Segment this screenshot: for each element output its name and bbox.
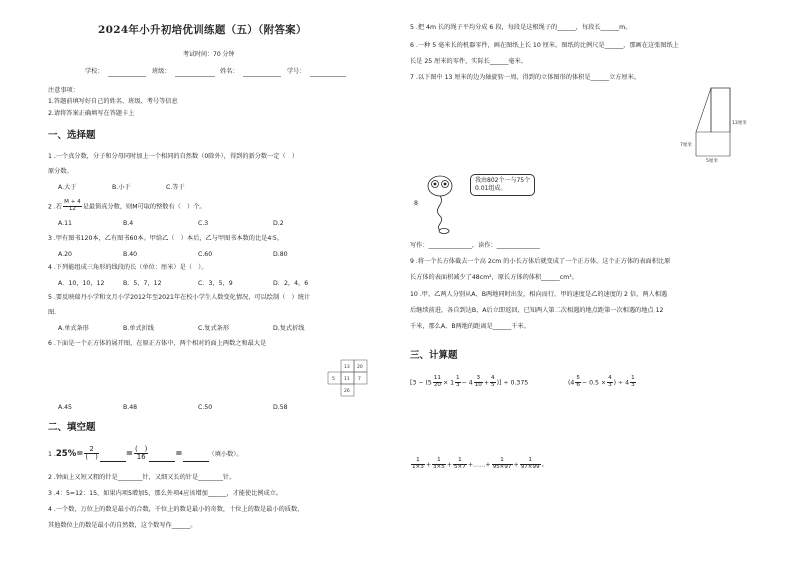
option[interactable]: C.等于: [166, 184, 185, 191]
option[interactable]: D.80: [273, 251, 288, 258]
fraction: [134, 446, 148, 462]
question-text: 4 .下列能组成三角形的线段的长（单位：厘米）是（ ）。: [48, 264, 208, 271]
bubble-line: 0.01组成。: [475, 185, 507, 193]
exam-time: 考试时间：70 分钟: [183, 51, 235, 58]
question-prefix: 1 .: [48, 450, 56, 458]
option[interactable]: A.45: [58, 404, 72, 411]
fraction-numerator: 4: [491, 375, 495, 381]
question-text: 3 .甲有图书120本，乙有图书60本。甲给乙（ ）本后，乙与甲图书本数的比是4∶5。: [48, 235, 284, 242]
fraction-numerator: 2: [84, 446, 98, 454]
school-label: 学校：: [85, 68, 104, 75]
option[interactable]: B.40: [123, 251, 138, 258]
question-text: 10 .甲、乙两人分别从A、B两地同时出发，相向而行，甲的速度是乙的速度的 2 倍，两人相遇: [410, 291, 668, 298]
question-text: 6 .下面是一个正方体的展开图，在原正方体中，两个相对的面上两数之和最大是: [48, 340, 267, 347]
class-label: 班级：: [152, 68, 171, 75]
rotation-figure: [678, 86, 748, 162]
dimension-label: 13厘米: [732, 121, 747, 126]
option[interactable]: D.复式折线: [273, 325, 305, 332]
calc-expression: [410, 458, 548, 471]
expr-part: +: [483, 379, 490, 387]
fraction-numerator: M + 4: [64, 199, 81, 205]
section-title-fill: 二、填空题: [48, 422, 96, 433]
question-suffix: （填小数）。: [208, 450, 243, 458]
option[interactable]: B.小于: [112, 184, 131, 191]
question-suffix: 是最简真分数，则M可取的整数有（ ）个。: [82, 203, 206, 211]
cube-net-figure: [328, 360, 380, 400]
expr-part: (4: [568, 379, 575, 387]
expr-part: [3 − (5: [410, 379, 432, 387]
expr-part: +: [446, 461, 452, 469]
blank[interactable]: [183, 455, 209, 462]
calc-expression: [568, 376, 637, 389]
question-prefix: 2 .若: [48, 203, 63, 211]
fraction-denominator: 95×97: [492, 463, 512, 470]
option[interactable]: C.50: [198, 404, 213, 411]
question-text: 2 .钟面上又短又粗的针是________针，又细又长的针是________针。: [48, 474, 236, 481]
question-text: 3 .4：5=12：15，如果内项5增加5，那么外项4应该增加______，才能使比例成立。: [48, 490, 283, 497]
dimension-label: 5厘米: [706, 159, 718, 164]
question-text: 后继续前进，各自到达B、A后立即返回，已知两人第二次相遇的地点距第一次相遇的地点 12: [410, 307, 664, 314]
fraction-denominator: 3: [608, 381, 612, 388]
question-text: 原分数。: [48, 168, 73, 175]
expr-part: +: [513, 461, 519, 469]
fraction: [433, 376, 442, 389]
question-text: 1 .一个真分数，分子和分母同时加上一个相同的自然数（0除外），得到的新分数一定（ ）: [48, 153, 299, 160]
fraction-denominator: 16: [136, 453, 146, 462]
school-field[interactable]: [108, 76, 146, 77]
fraction: [490, 376, 496, 389]
option[interactable]: C.60: [198, 251, 213, 258]
option[interactable]: B．5，7，12: [123, 280, 162, 287]
net-number: 5: [332, 377, 335, 382]
question-text: 9 .将一个长方体截去一个高 2cm 的小长方体后就变成了一个正方体，这个正方体的表面积比原: [410, 258, 671, 265]
fraction-numerator: 4: [608, 375, 612, 381]
fraction-denominator: 3×5: [433, 463, 445, 470]
option[interactable]: A.20: [58, 251, 72, 258]
name-label: 姓名：: [220, 68, 239, 75]
section-title-choice: 一、选择题: [48, 130, 96, 141]
dimension-label: 7厘米: [680, 143, 692, 148]
option[interactable]: B.单式折线: [123, 325, 154, 332]
expr-part: ) ÷ 4: [613, 379, 630, 387]
fraction-denominator: 97×99: [520, 463, 540, 470]
expr-part: − 4: [461, 379, 473, 387]
option[interactable]: B.4: [123, 220, 134, 227]
fraction-denominator: 3: [456, 381, 460, 388]
expr-part: +: [425, 461, 431, 469]
blank[interactable]: [100, 455, 126, 462]
fraction: [492, 458, 513, 471]
question-text: 千米，那么A、B两地的距离是______千米。: [410, 323, 530, 330]
notes-heading: 注意事项：: [48, 87, 79, 94]
bubble-line: 我由802个一与75个: [475, 177, 531, 184]
exam-title: 2024年小升初培优训练题（五）（附答案）: [98, 24, 307, 36]
fraction: [474, 376, 483, 389]
fraction-denominator: 10: [474, 381, 482, 388]
option[interactable]: A．10，10，12: [58, 280, 105, 287]
fraction-numerator: 5: [576, 375, 580, 381]
net-number: 26: [344, 389, 350, 394]
expr-part: +……+: [467, 461, 491, 469]
option[interactable]: A.大于: [58, 184, 77, 191]
number-label: 学号：: [287, 68, 306, 75]
question-text: 图.: [48, 309, 57, 316]
option[interactable]: D.58: [273, 404, 288, 411]
fraction: [411, 458, 425, 471]
question-text: [48, 446, 243, 462]
expr-part: × 1: [442, 379, 455, 387]
question-text: 长是 25 厘米的零件，实际长______毫米。: [410, 58, 527, 65]
question-text: 长方体的表面积减少了48cm²，原长方体的体积______cm³。: [410, 274, 578, 281]
calc-expression: [410, 376, 528, 389]
fraction: [432, 458, 446, 471]
fraction-denominator: 1×3: [412, 463, 424, 470]
fraction-numerator: 1: [456, 375, 460, 381]
question-text: 5 .把 4m 长的绳子平均分成 6 段，每段是这根绳子的______，每段长______m。: [410, 24, 632, 31]
fraction-numerator: 1: [411, 458, 425, 465]
question-text: 4 .一个数，万位上的数是最小的合数，千位上的数是最小的奇数，十位上的数是最小的质数，: [48, 506, 304, 513]
cartoon-character-icon: [420, 172, 464, 234]
fraction-denominator: 3: [631, 381, 635, 388]
fraction: [453, 458, 467, 471]
net-number: 13: [344, 365, 350, 370]
option[interactable]: A.11: [58, 220, 72, 227]
question-number: 8: [414, 200, 418, 207]
fraction-numerator: 1: [453, 458, 467, 465]
fraction-numerator: 1: [492, 458, 513, 465]
option[interactable]: D．2，4，6: [273, 280, 309, 287]
fraction: [575, 376, 581, 389]
option[interactable]: C．3，5，9: [198, 280, 233, 287]
note-item: 1.答题前填写好自己的姓名、班级、考号等信息: [48, 98, 178, 105]
section-title-calc: 三、计算题: [410, 350, 458, 361]
question-text: [48, 200, 206, 213]
fraction: [607, 376, 613, 389]
fraction-denominator: ( ): [85, 453, 98, 462]
option[interactable]: C.复式条形: [198, 325, 230, 332]
class-field[interactable]: [175, 76, 215, 77]
fraction-numerator: 1: [631, 375, 635, 381]
fraction-denominator: 20: [433, 381, 441, 388]
fraction-denominator: 5: [491, 381, 495, 388]
fraction-numerator: 1: [520, 458, 541, 465]
fraction: [630, 376, 636, 389]
question-text: 7 .以下图中 13 厘米的边为轴旋转一周，得到的立体图形的体积是______立方厘米。: [410, 74, 641, 81]
percent-value: 25%: [55, 448, 77, 459]
option[interactable]: A.单式条形: [58, 325, 89, 332]
net-number: 11: [344, 377, 350, 382]
name-field[interactable]: [243, 76, 281, 77]
speech-bubble: [470, 174, 535, 196]
net-number: 7: [358, 377, 361, 382]
fraction-numerator: 3: [474, 376, 483, 383]
fraction-numerator: 1: [432, 458, 446, 465]
question-text: 6 .一种 5 毫米长的机器零件，画在图纸上长 10 厘米。图纸的比例尺是______，那画在这张图纸上: [410, 42, 679, 49]
question-text: 写作：______________，读作：______________: [410, 242, 540, 249]
fraction-denominator: 5×7: [454, 463, 466, 470]
question-text: 其他数位上的数是最小的自然数，这个数写作______。: [48, 522, 197, 529]
expr-part: − 0.5 ×: [581, 379, 607, 387]
fraction: [455, 376, 461, 389]
net-number: 20: [357, 365, 363, 370]
equals-sign: =: [175, 448, 183, 459]
option[interactable]: B.48: [123, 404, 138, 411]
equals-sign: =: [76, 448, 84, 459]
fraction-denominator: 6: [576, 381, 580, 388]
fraction-denominator: 12: [68, 205, 76, 212]
option[interactable]: D.2: [273, 220, 284, 227]
fraction-numerator: 11: [433, 375, 441, 381]
fraction-numerator: ( ): [134, 445, 148, 453]
option[interactable]: C.3: [198, 220, 209, 227]
fraction: [63, 200, 82, 213]
number-field[interactable]: [310, 76, 346, 77]
expr-part: )] ÷ 0.375: [496, 379, 529, 387]
fraction: [520, 458, 541, 471]
blank[interactable]: [149, 455, 175, 462]
question-text: 5 .要反映瑞丹小学和文月小学2012年至2021年在校小学生人数变化情况，可以绘制（ ）统计: [48, 294, 311, 301]
fraction: [84, 446, 98, 462]
note-item: 2.请将答案正确填写在答题卡上: [48, 110, 135, 117]
equals-sign: =: [125, 448, 133, 459]
expr-part: 。: [541, 461, 548, 469]
